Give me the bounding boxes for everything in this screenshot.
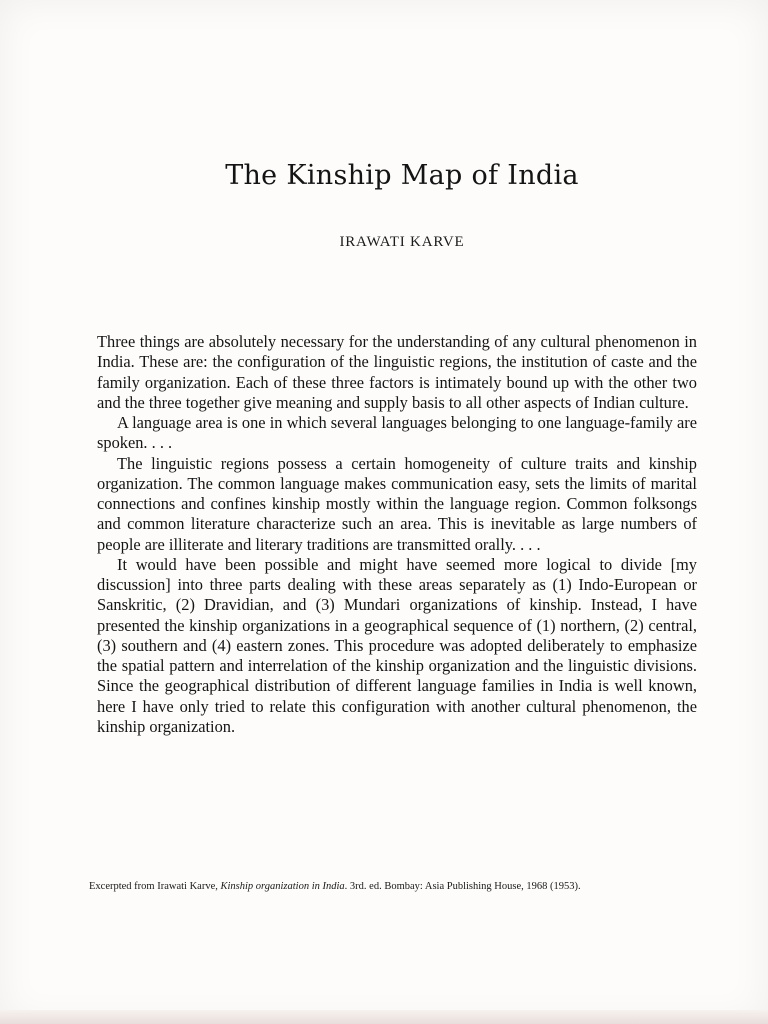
footnote-book-title: Kinship organization in India (220, 881, 345, 892)
footnote-prefix: Excerpted from Irawati Karve, (89, 881, 221, 892)
body-text (97, 332, 697, 737)
footnote-suffix: . 3rd. ed. Bombay: Asia Publishing House, 1968 (1953). (344, 881, 581, 892)
page-edge (0, 1010, 768, 1024)
chapter-title: The Kinship Map of India (225, 160, 579, 191)
author-name: IRAWATI KARVE (339, 234, 465, 250)
paragraph: It would have been possible and might have seemed more logical to divide [my discussion] into three parts dealing with these areas separately as (1) Indo-European or Sanskritic, (2) Dravidian, and (3) Mundari organizations of kinship. Instead, I have presented the kinship organizations in a geographical sequence of (1) northern, (2) central, (3) southern and (4) eastern zones. This procedure was adopted deliberately to emphasize the spatial pattern and interrelation of the kinship organization and the linguistic divisions. Since the geographical distribution of different language families in India is well known, here I have only tried to relate this configuration with another cultural phenomenon, the kinship organization. (97, 554, 697, 736)
source-footnote (89, 880, 689, 894)
paragraph: Three things are absolutely necessary for the understanding of any cultural phenomenon in India. These are: the configuration of the linguistic regions, the institution of caste and the family organization. Each of these three factors is intimately bound up with the other two and the three together give meaning and supply basis to all other aspects of Indian culture. (97, 332, 697, 412)
paragraph: A language area is one in which several languages belonging to one language-family are spoken. . . . (97, 413, 697, 453)
paragraph: The linguistic regions possess a certain homogeneity of culture traits and kinship organization. The common language makes communication easy, sets the limits of marital connections and confines kinship mostly within the language region. Common folksongs and common literature characterize such an area. This is inevitable as large numbers of people are illiterate and literary traditions are transmitted orally. . . . (97, 453, 697, 554)
